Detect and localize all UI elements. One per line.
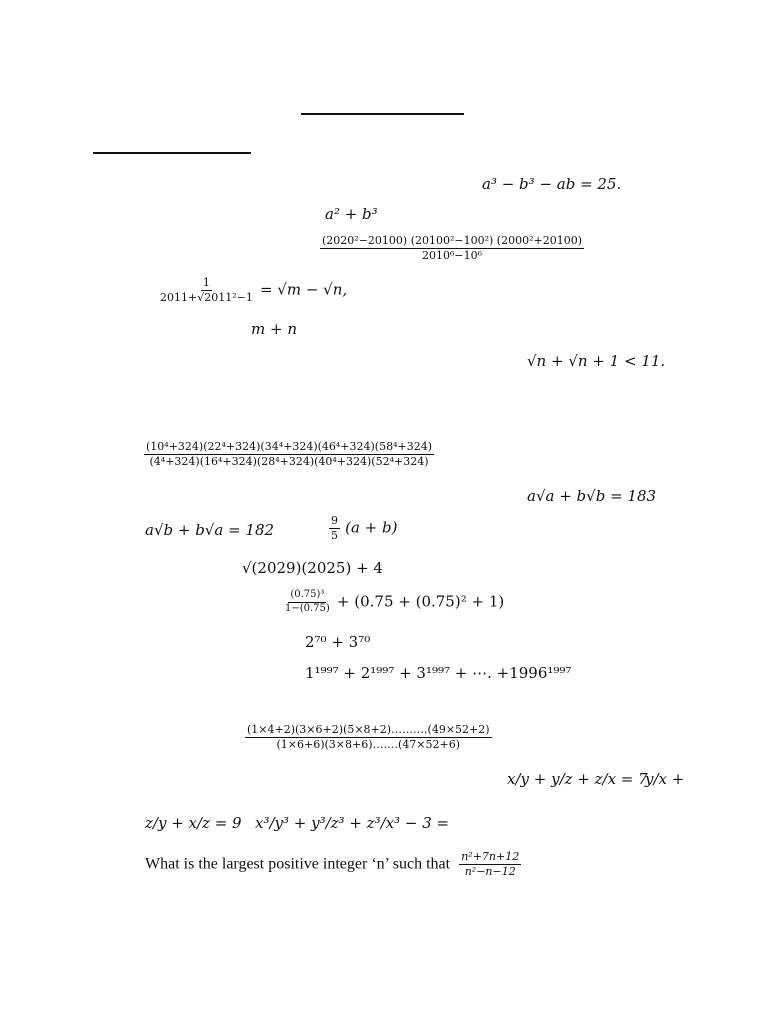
equation-12-denominator: 1−(0.75)	[285, 602, 330, 614]
equation-12	[283, 590, 504, 614]
equation-15-denominator: (1×6+6)(3×8+6)…….(47×52+6)	[276, 737, 461, 751]
question-text: What is the largest positive integer ‘n’ such that	[145, 855, 451, 873]
equation-1: a³ − b³ − ab = 25.	[482, 175, 622, 193]
equation-6: √n + √n + 1 < 11.	[527, 352, 666, 370]
equation-8: a√a + b√b = 183	[527, 487, 657, 505]
equation-4-denominator: 2011+√2011²−1	[160, 290, 253, 304]
equation-10-rest: (a + b)	[345, 518, 398, 537]
equation-7-numerator: (10⁴+324)(22⁴+324)(34⁴+324)(46⁴+324)(58⁴+324)	[146, 440, 433, 453]
equation-3-numerator: (2020²−20100) (20100²−100²) (2000²+20100)	[322, 234, 582, 247]
equation-2: a² + b³	[325, 205, 378, 223]
equation-4	[158, 277, 347, 303]
equation-13: 2⁷⁰ + 3⁷⁰	[305, 633, 371, 651]
title-underline	[301, 113, 464, 115]
equation-10-numerator: 9	[331, 514, 338, 527]
equation-9: a√b + b√a = 182	[145, 521, 275, 539]
equation-12-rest: + (0.75 + (0.75)² + 1)	[336, 592, 505, 611]
equation-12-numerator: (0.75)³	[288, 590, 326, 603]
equation-17: z/y + x/z = 9	[145, 814, 242, 832]
equation-3-denominator: 2010⁶−10⁶	[421, 248, 483, 262]
equation-4-numerator: 1	[202, 276, 210, 289]
equation-16-continued: y/x +	[645, 770, 685, 788]
equation-18: x³/y³ + y³/z³ + z³/x³ − 3 =	[255, 814, 450, 832]
equation-3	[320, 235, 584, 261]
question-fraction-numerator: n²+7n+12	[461, 850, 520, 863]
question-fraction-denominator: n²−n−12	[464, 864, 516, 878]
equation-10	[329, 515, 397, 541]
equation-7	[144, 441, 434, 467]
equation-10-denominator: 5	[331, 528, 338, 542]
equation-15-numerator: (1×4+2)(3×6+2)(5×8+2)……….(49×52+2)	[247, 723, 490, 736]
equation-15	[245, 724, 492, 750]
equation-11: √(2029)(2025) + 4	[242, 559, 383, 577]
equation-7-denominator: (4⁴+324)(16⁴+324)(28⁴+324)(40⁴+324)(52⁴+324)	[149, 454, 429, 468]
equation-5: m + n	[251, 320, 297, 338]
question-line	[145, 851, 521, 877]
equation-14: 1¹⁹⁹⁷ + 2¹⁹⁹⁷ + 3¹⁹⁹⁷ + ⋯. +1996¹⁹⁹⁷	[305, 664, 572, 682]
equation-16: x/y + y/z + z/x = 7	[507, 770, 648, 788]
section-underline	[93, 152, 251, 154]
equation-4-rhs: = √m − √n,	[259, 280, 348, 299]
